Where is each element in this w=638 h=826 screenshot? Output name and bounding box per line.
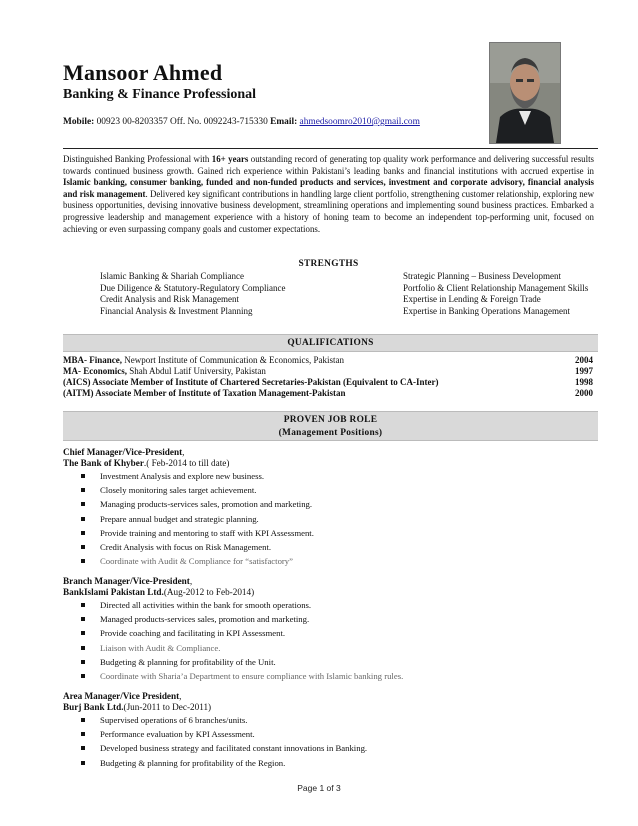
role-dates: (Aug-2012 to Feb-2014) (163, 587, 255, 597)
square-bullet-icon (81, 660, 85, 664)
task-text: Managed products-services sales, promotion and marketing. (100, 614, 310, 625)
strength-item (63, 294, 285, 306)
email-label: Email: (270, 117, 298, 127)
task-text: Managing products-services sales, promotion and marketing. (100, 499, 313, 510)
role-company (63, 702, 211, 713)
strength-text: Expertise in Lending & Foreign Trade (403, 294, 541, 304)
qualification-institution: Newport Institute of Communication & Economics, Pakistan (122, 355, 344, 365)
role-dates: (Jun-2011 to Dec-2011) (123, 702, 212, 712)
task-text: Provide coaching and facilitating in KPI Assessment. (100, 628, 286, 639)
role-position (63, 576, 192, 587)
qualifications-heading: QUALIFICATIONS (287, 338, 374, 348)
email-link[interactable]: ahmedsoomro2010@gmail.com (299, 117, 420, 127)
strengths-heading: STRENGTHS (298, 259, 359, 269)
task-text: Developed business strategy and facilitated constant innovations in Banking. (100, 743, 368, 754)
qualification-year: 1998 (575, 377, 593, 387)
profile-summary (63, 154, 594, 235)
task-item (79, 483, 314, 497)
strength-text: Due Diligence & Statutory-Regulatory Compliance (100, 282, 286, 293)
qualification-year: 2000 (575, 388, 593, 398)
role-title-suffix: , (179, 691, 182, 701)
square-bullet-icon (81, 517, 85, 521)
candidate-title: Banking & Finance Professional (63, 87, 257, 102)
task-text: Budgeting & planning for profitability of the Region. (100, 757, 286, 768)
task-item (79, 626, 403, 640)
strength-item (63, 306, 285, 318)
square-bullet-icon (81, 761, 85, 765)
role-position (63, 691, 181, 702)
strength-item (366, 294, 588, 306)
profile-photo (489, 42, 561, 144)
task-item (79, 598, 403, 612)
role-title-suffix: , (189, 576, 193, 586)
task-text: Coordinate with Audit & Compliance for “satisfactory” (100, 556, 294, 567)
strength-text: Financial Analysis & Investment Planning (100, 305, 253, 316)
task-text: Credit Analysis with focus on Risk Management. (100, 542, 272, 553)
role-company-name: BankIslami Pakistan Ltd. (63, 587, 164, 597)
qualification-degree: MBA- Finance, (63, 355, 122, 365)
strength-item (366, 283, 588, 295)
strength-text: Credit Analysis and Risk Management (100, 294, 239, 304)
role-title-suffix: , (182, 447, 185, 457)
square-bullet-icon (81, 617, 85, 621)
strength-text: Expertise in Banking Operations Management (403, 305, 570, 316)
role-title: Area Manager/Vice President (63, 691, 180, 701)
task-item (79, 512, 314, 526)
task-item (79, 612, 403, 626)
task-text: Directed all activities within the bank for smooth operations. (100, 600, 312, 610)
square-bullet-icon (81, 646, 85, 650)
square-bullet-icon (81, 746, 85, 750)
task-item (79, 669, 403, 683)
summary-emphasis: Islamic banking, consumer banking, funded and non-funded products and services, investment and corporate advisory, financial analysis and risk management (63, 177, 594, 199)
qualification-row (63, 388, 593, 399)
task-text: Coordinate with Sharia’a Department to ensure compliance with Islamic banking rules. (100, 671, 404, 682)
task-item (79, 540, 314, 554)
role-company (63, 458, 229, 469)
role-task-list (79, 469, 314, 568)
task-text: Closely monitoring sales target achievement. (100, 485, 257, 496)
task-item (79, 756, 367, 770)
qualification-year: 2004 (575, 355, 593, 365)
qualification-row (63, 377, 593, 388)
mobile-label: Mobile: (63, 117, 95, 127)
task-text: Budgeting & planning for profitability of the Unit. (100, 656, 276, 667)
square-bullet-icon (81, 732, 85, 736)
square-bullet-icon (81, 631, 85, 635)
square-bullet-icon (81, 718, 85, 722)
square-bullet-icon (81, 603, 85, 607)
profile-photo-image (490, 43, 560, 143)
task-text: Performance evaluation by KPI Assessment. (100, 729, 255, 740)
task-item (79, 741, 367, 755)
contact-line (63, 117, 420, 127)
strengths-right-list (366, 271, 588, 317)
task-item (79, 497, 314, 511)
square-bullet-icon (81, 502, 85, 506)
strength-item (366, 271, 588, 283)
role-position (63, 447, 184, 458)
summary-emphasis: 16+ years (211, 154, 249, 164)
strength-text: Islamic Banking & Shariah Compliance (100, 271, 244, 281)
header-divider (63, 148, 598, 149)
role-dates: .( Feb-2014 to till date) (143, 458, 230, 468)
square-bullet-icon (81, 559, 85, 563)
qualification-degree: MA- Economics, (63, 366, 127, 376)
role-company-name: Burj Bank Ltd. (63, 702, 124, 712)
role-title: Branch Manager/Vice-President (63, 576, 190, 586)
task-item (79, 554, 314, 568)
strengths-left-list (63, 271, 285, 317)
summary-text: outstanding record of generating top quality work performance and delivering successful results towards continued business growth. Gained rich experience within Pakistani’s leading banks and financial institutions with accrued expertise in (63, 154, 595, 176)
task-text: Investment Analysis and explore new business. (100, 471, 265, 481)
task-item (79, 655, 403, 669)
square-bullet-icon (81, 674, 85, 678)
square-bullet-icon (81, 531, 85, 535)
task-text: Supervised operations of 6 branches/units. (100, 715, 248, 725)
qualification-row (63, 366, 593, 377)
task-text: Prepare annual budget and strategic planning. (100, 513, 259, 524)
strength-item (366, 306, 588, 318)
page-number: Page 1 of 3 (297, 783, 341, 793)
square-bullet-icon (81, 488, 85, 492)
role-task-list (79, 713, 367, 770)
task-item (79, 727, 367, 741)
qualification-institution: Shah Abdul Latif University, Pakistan (127, 366, 266, 376)
role-title: Chief Manager/Vice-President (63, 447, 183, 457)
strength-text: Strategic Planning – Business Development (403, 271, 561, 281)
mobile-value: 00923 00-8203357 Off. No. 0092243-715330 (96, 117, 268, 127)
strength-item (63, 283, 285, 295)
role-company (63, 587, 254, 598)
job-role-subheading: (Management Positions) (278, 428, 383, 438)
qualification-degree: (AITM) Associate Member of Institute of Taxation Management-Pakistan (63, 388, 346, 398)
qualification-row (63, 355, 593, 366)
task-text: Provide training and mentoring to staff with KPI Assessment. (100, 527, 314, 538)
summary-text: Distinguished Banking Professional with (63, 154, 212, 164)
square-bullet-icon (81, 474, 85, 478)
square-bullet-icon (81, 545, 85, 549)
strength-item (63, 271, 285, 283)
job-role-heading: PROVEN JOB ROLE (283, 415, 378, 425)
task-text: Liaison with Audit & Compliance. (100, 642, 221, 653)
task-item (79, 469, 314, 483)
qualification-degree: (AICS) Associate Member of Institute of Chartered Secretaries-Pakistan (Equivalent to CA-Inter) (63, 377, 439, 387)
task-item (79, 713, 367, 727)
summary-text: . Delivered key significant contributions in handling large client portfolio, strengthening customer relationship, exploring new business opportunities, devising innovative business development, streamlining operations and implementing sound business practices. Embarked a progressive leadership and management experience with a history of honing team to become an independent top-performing unit, focused on achieving or even surpassing company goals and customer expectations. (63, 188, 594, 234)
qualification-year: 1997 (575, 366, 593, 376)
strength-text: Portfolio & Client Relationship Management Skills (403, 282, 589, 293)
role-task-list (79, 598, 403, 683)
task-item (79, 641, 403, 655)
role-company-name: The Bank of Khyber (63, 458, 144, 468)
candidate-name: Mansoor Ahmed (63, 60, 223, 85)
task-item (79, 526, 314, 540)
